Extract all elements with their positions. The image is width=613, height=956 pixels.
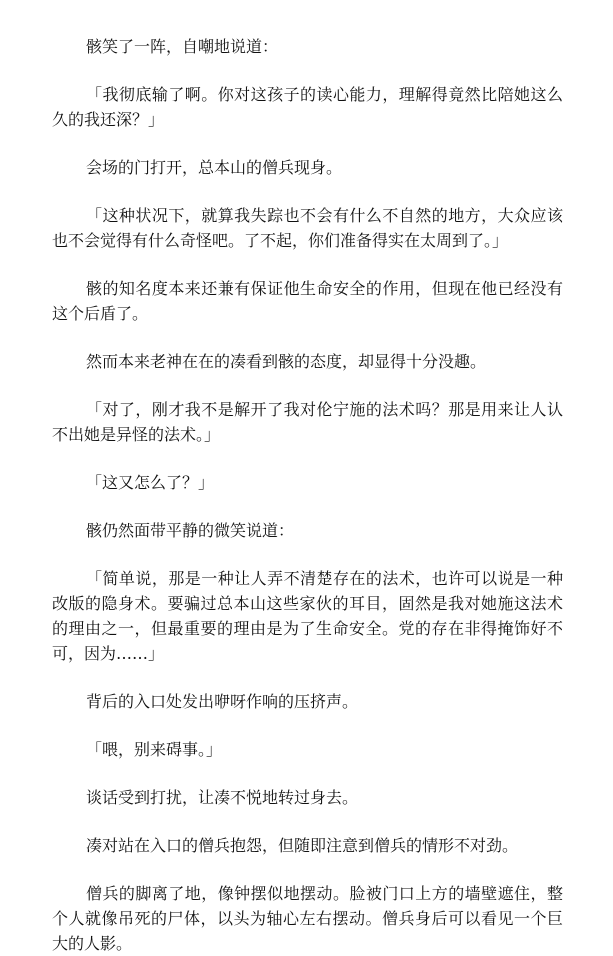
paragraph: 然而本来老神在在的凑看到骸的态度，却显得十分没趣。	[86, 352, 487, 371]
paragraph: 骸的知名度本来还兼有保证他生命安全的作用，但现在他已经没有这个后盾了。	[52, 279, 563, 323]
paragraph: 会场的门打开，总本山的僧兵现身。	[86, 158, 343, 177]
paragraph: 「这又怎么了？」	[86, 473, 215, 492]
paragraph: 僧兵的脚离了地，像钟摆似地摆动。脸被门口上方的墙壁遮住，整个人就像吊死的尸体，以头为轴心左右摆动。僧兵身后可以看见一个巨大的人影。	[52, 884, 563, 953]
paragraph: 「简单说，那是一种让人弄不清楚存在的法术，也许可以说是一种改版的隐身术。要骗过总本山这些家伙的耳目，固然是我对她施这法术的理由之一，但最重要的理由是为了生命安全。党的存在非得掩饰好不可，因为……」	[52, 569, 563, 663]
paragraph: 凑对站在入口的僧兵抱怨，但随即注意到僧兵的情形不对劲。	[86, 836, 519, 855]
paragraph: 背后的入口处发出咿呀作响的压挤声。	[86, 692, 359, 711]
paragraph: 骸笑了一阵，自嘲地说道：	[86, 37, 279, 56]
paragraph: 「喂，别来碍事。」	[86, 740, 223, 759]
paragraph: 「对了，刚才我不是解开了我对伦宁施的法术吗？那是用来让人认不出她是异怪的法术。」	[52, 400, 563, 444]
paragraph: 谈话受到打扰，让凑不悦地转过身去。	[86, 788, 359, 807]
paragraph: 骸仍然面带平静的微笑说道：	[86, 521, 295, 540]
paragraph: 「我彻底输了啊。你对这孩子的读心能力，理解得竟然比陪她这么久的我还深？」	[52, 85, 563, 129]
paragraph: 「这种状况下，就算我失踪也不会有什么不自然的地方，大众应该也不会觉得有什么奇怪吧。了不起，你们准备得实在太周到了。」	[52, 206, 563, 250]
